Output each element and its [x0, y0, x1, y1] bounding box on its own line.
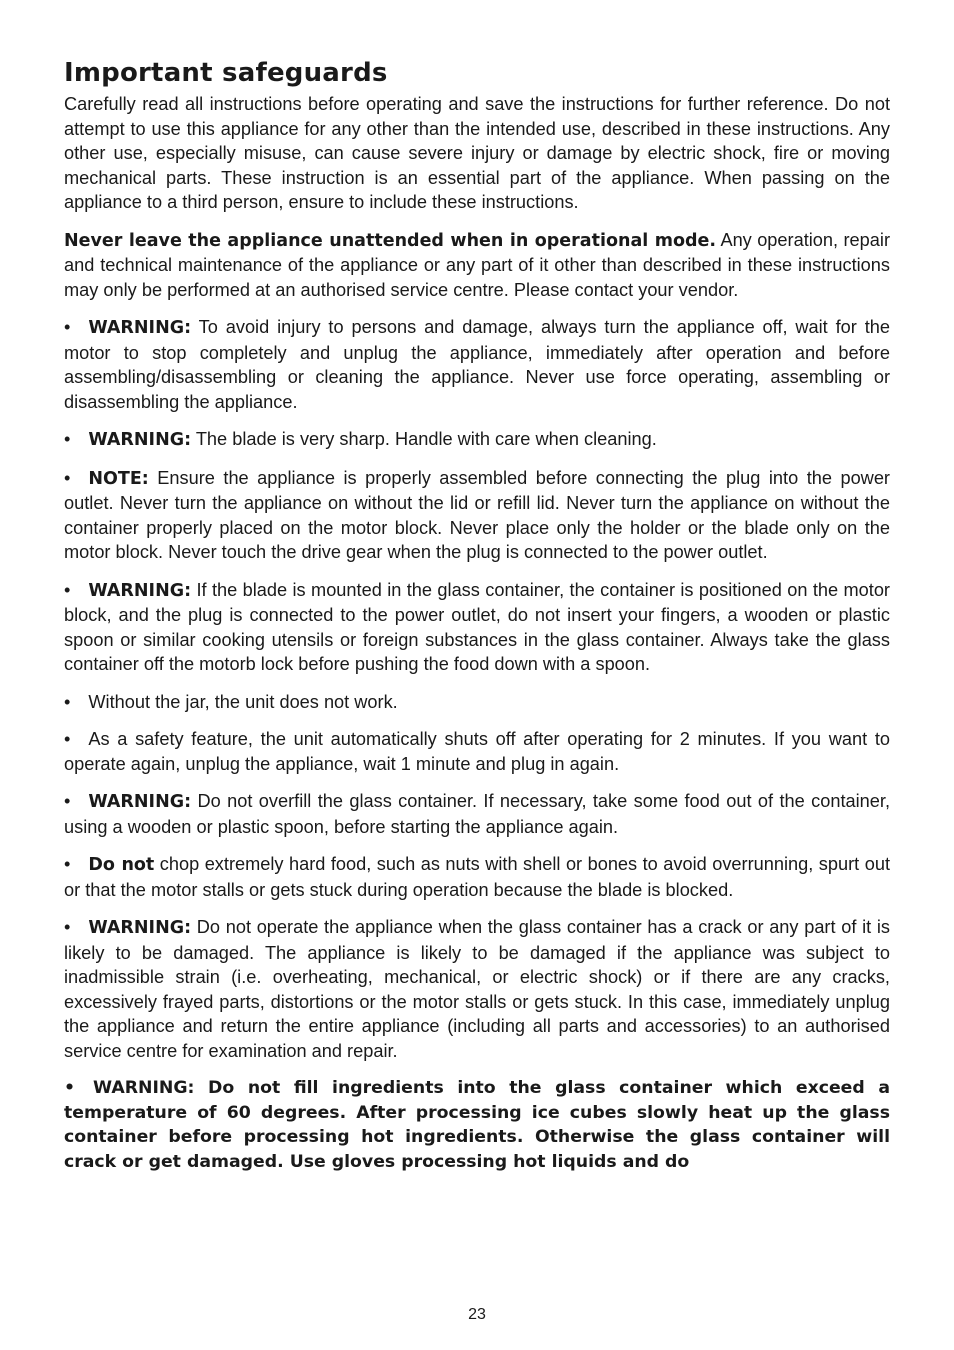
safeguard-item [64, 427, 890, 453]
item-text: Do not operate the appliance when the glass container has a crack or any part of it is likely to be damaged. The appliance is likely to be damaged if the appliance was subject to inadmissible strain (i.e. overheating, mechanical, or electric shock) or if there are any cracks, excessively frayed parts, distortions or the motor stalls or gets stuck. In this case, immediately unplug the appliance and return the entire appliance (including all parts and accessories) to an authorised service centre for examination and repair. [64, 917, 890, 1061]
safeguard-item [64, 915, 890, 1063]
item-text: Do not fill ingredients into the glass container which exceed a temperature of 60 degrees. After processing ice cubes slowly heat up the glass container before processing hot ingredients. Otherwise the glass container will crack or get damaged. Use gloves processing hot liquids and do [64, 1078, 890, 1172]
safeguard-item [64, 852, 890, 902]
item-text: As a safety feature, the unit automatically shuts off after operating for 2 minutes. If you want to operate again, unplug the appliance, wait 1 minute and plug in again. [64, 729, 890, 774]
safeguard-item [64, 789, 890, 839]
bullet: • [64, 791, 71, 811]
never-leave-text: Any operation, repair and technical maintenance of the appliance or any part of it other than described in these instructions may only be performed at an authorised service centre. Please contact your vendor. [64, 229, 891, 300]
safeguard-item [64, 727, 890, 776]
bullet: • [64, 579, 71, 600]
safeguard-item [64, 578, 890, 677]
document-page [64, 58, 890, 1187]
bullet: • [64, 917, 71, 937]
item-text: The blade is very sharp. Handle with care when cleaning. [195, 429, 657, 449]
never-leave-bold: Never leave the appliance unattended when in operational mode. [64, 230, 717, 251]
item-label: WARNING: [88, 792, 192, 812]
bullet: • [64, 1078, 76, 1098]
item-label: WARNING: [88, 318, 192, 338]
safeguard-item [64, 466, 890, 565]
last-warning-item [64, 1076, 890, 1174]
bullet: • [64, 467, 71, 488]
item-label: WARNING: [88, 430, 192, 450]
item-label: Do not [88, 855, 155, 875]
item-text: Ensure the appliance is properly assembled before connecting the plug into the power outlet. Never turn the appliance on without the lid or refill lid. Never turn the appliance on without the container properly placed on the motor block. Never place only the holder or the blade only on the motor block. Never touch the drive gear when the plug is connected to the power outlet. [64, 467, 890, 562]
bullet: • [64, 429, 71, 449]
page-number: 23 [468, 1306, 486, 1323]
item-text: If the blade is mounted in the glass container, the container is positioned on the motor block, and the plug is connected to the power outlet, do not insert your fingers, a wooden or plastic spoon or similar cooking utensils or foreign substances in the glass container. Always take the glass container off the motorb lock before pushing the food down with a spoon. [64, 579, 890, 674]
item-text: Do not overfill the glass container. If necessary, take some food out of the container, using a wooden or plastic spoon, before starting the appliance again. [64, 791, 890, 837]
bullet: • [64, 317, 71, 337]
bullet: • [64, 729, 71, 749]
item-label: NOTE: [88, 468, 149, 489]
item-text: Without the jar, the unit does not work. [88, 691, 398, 712]
item-text: To avoid injury to persons and damage, always turn the appliance off, wait for the motor to stop completely and unplug the appliance, immediately after operation and before assembling/disassembling or cleaning the appliance. Never use force operating, assembling or disassembling the appliance. [64, 317, 890, 412]
item-label: WARNING: [88, 918, 192, 938]
never-leave-paragraph [64, 228, 890, 303]
safeguard-item [64, 690, 890, 715]
intro-paragraph: Carefully read all instructions before operating and save the instructions for further reference. Do not attempt to use this appliance for any other than the intended use, described in these instructions. Any other use, especially misuse, can cause severe injury or damage by electric shock, fire or moving mechanical parts. These instruction is an essential part of the appliance. When passing on the appliance to a third person, ensure to include these instructions. [64, 94, 890, 212]
item-text: chop extremely hard food, such as nuts with shell or bones to avoid overrunning, spurt out or that the motor stalls or gets stuck during operation because the blade is blocked. [64, 854, 890, 900]
safeguard-item [64, 315, 890, 414]
item-label: WARNING: [88, 580, 192, 601]
bullet: • [64, 691, 71, 712]
bullet: • [64, 854, 71, 874]
item-label: WARNING: [93, 1078, 195, 1098]
page-title: Important safeguards [64, 58, 388, 88]
